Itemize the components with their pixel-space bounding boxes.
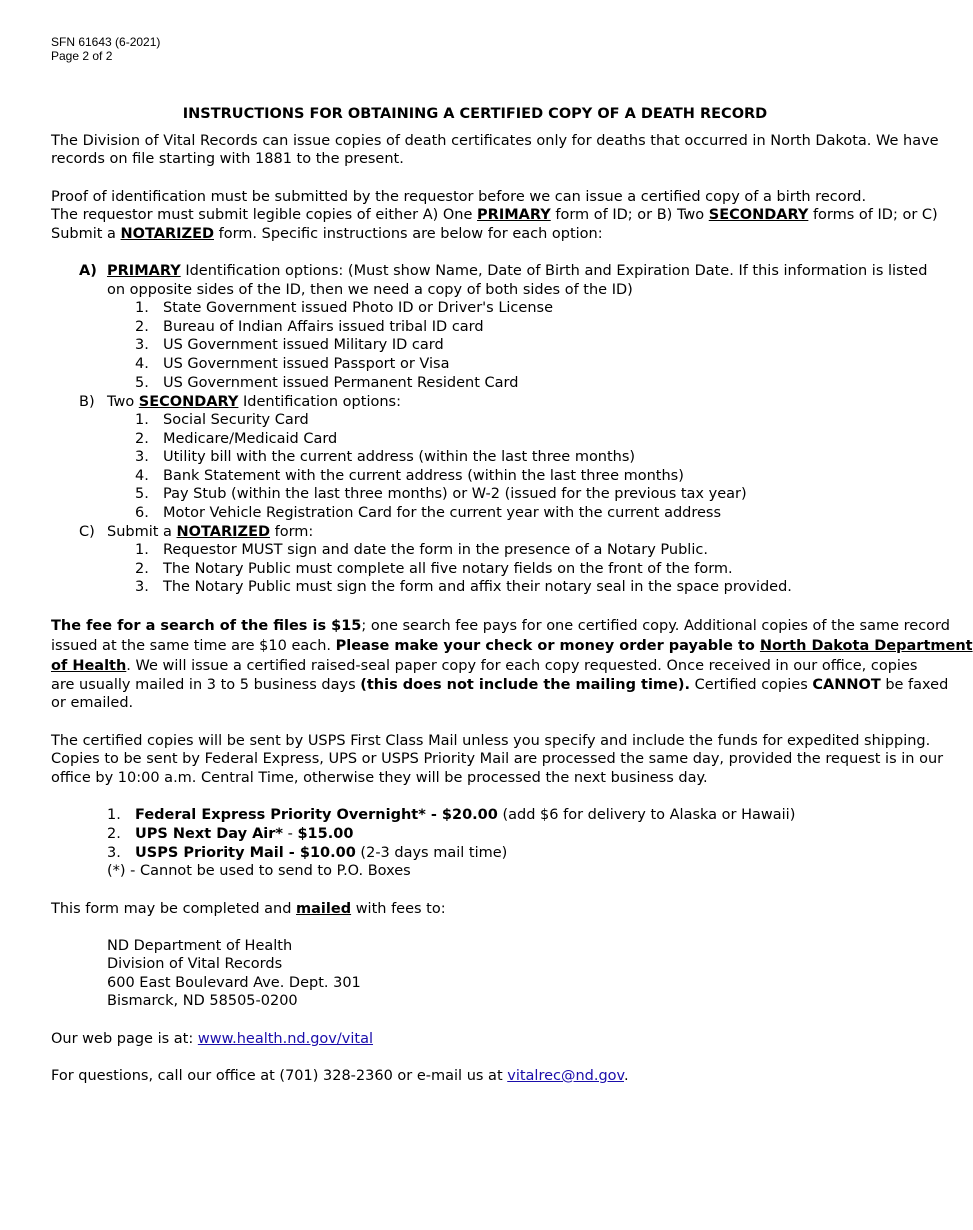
primary-id-item-number: 4. (135, 356, 149, 373)
secondary-id-item-text: Bank Statement with the current address (within the last three months) (163, 467, 684, 484)
web-page-link[interactable]: www.health.nd.gov/vital (197, 1031, 373, 1047)
secondary-id-item-number: 3. (135, 449, 149, 466)
web-page-line: Our web page is at: www.health.nd.gov/vital (51, 1031, 373, 1047)
document-page: SFN 61643 (6-2021) Page 2 of 2 INSTRUCTIONS FOR OBTAINING A CERTIFIED COPY OF A DEATH RECORD The Division of Vital Records can issue copies of death certificates only for deaths that occurred in North Dakota. We have records on file starting with 1881 to the present. Proof of identification must be submitted by the requestor before we can issue a certified copy of a birth record. The requestor must submit legible copies of either A) One PRIMARY form of ID; or B) Two SECONDARY forms of ID; or C) Submit a NOTARIZED form. Specific instructions are below for each option: A) PRIMARY Identification options: (Must show Name, Date of Birth and Expiration Date. If this information is listed on opposite sides of the ID, then we need a copy of both sides of the ID) 1. State Government issued Photo ID or Driver's License 2. Bureau of Indian Affairs issued tribal ID card 3. US Government issued Military ID card 4. US Government issued Passport or Visa 5. US Government issued Permanent Resident Card B) Two SECONDARY Identification options: 1. Social Security Card 2. Medicare/Medicaid Card 3. Utility bill with the current address (within the last three months) 4. Bank Statement with the current address (within the last three months) 5. Pay Stub (within the last three months) or W-2 (issued for the previous tax year) 6. Motor Vehicle Registration Card for the current year with the current address C) Submit a NOTARIZED form: 1. Requestor MUST sign and date the form in the presence of a Notary Public. 2. The Notary Public must complete all five notary fields on the front of the form. 3. The Notary Public must sign the form and affix their notary seal in the space provided. The fee for a search of the files is $15; one search fee pays for one certified copy. Additional copies of the same record issued at the same time are $10 each. Please make your check or money order payable to North Dakota Department of Health. We will issue a certified raised-seal paper copy for each copy requested. Once received in our office, copies are usually mailed in 3 to 5 business days (this does not include the mailing time). Certified copies CANNOT be faxed or emailed. The certified copies will be sent by USPS First Class Mail unless you specify and include the funds for expedited shipping. Copies to be sent by Federal Express, UPS or USPS Priority Mail are processed the same day, provided the request is in our office by 10:00 a.m. Central Time, otherwise they will be processed the next business day. 1. Federal Express Priority Overnight* - $20.00 (add $6 for delivery to Alaska or Hawaii) 2. UPS Next Day Air* - $15.00 3. USPS Priority Mail - $10.00 (2-3 days mail time) (*) - Cannot be used to send to P.O. Boxes This form may be completed and mailed with fees to: ND Department of Health Division of Vital Records 600 East Boulevard Ave. Dept. 301 Bismarck, ND 58505-0200 Our web page is at: www.health.nd.gov/vital For questions, call our office at (701) 328-2360 or e-mail us at vitalrec@nd.gov. (0, 0, 950, 1230)
email-link[interactable]: vitalrec@nd.gov (507, 1068, 625, 1084)
secondary-id-item-number: 6. (135, 505, 149, 521)
address-line: Bismarck, ND 58505-0200 (107, 993, 298, 1009)
intro-line-2: records on file starting with 1881 to the present. (51, 151, 404, 167)
secondary-id-item-text: Utility bill with the current address (within the last three months) (163, 449, 636, 466)
secondary-id-item-text: Pay Stub (within the last three months) or W-2 (issued for the previous tax year) (163, 486, 747, 503)
secondary-id-item-number: 1. (135, 412, 149, 428)
secondary-id-item-number: 5. (135, 486, 149, 503)
proof-line-1: Proof of identification must be submitted by the requestor before we can issue a certified copy of a birth record. (51, 189, 867, 205)
section-b-heading: Two SECONDARY Identification options: (107, 394, 401, 410)
mail-instruction: This form may be completed and mailed with fees to: (51, 901, 446, 917)
contact-line: For questions, call our office at (701) 328-2360 or e-mail us at vitalrec@nd.gov. (51, 1068, 629, 1084)
primary-id-item-text: US Government issued Military ID card (163, 337, 444, 354)
secondary-id-item-number: 4. (135, 467, 149, 484)
proof-line-3: Submit a NOTARIZED form. Specific instructions are below for each option: (51, 226, 603, 242)
section-b-letter: B) (79, 394, 95, 410)
page-indicator: Page 2 of 2 (51, 49, 113, 63)
shipping-line-1: The certified copies will be sent by USPS First Class Mail unless you specify and include the funds for expedited shipping. (51, 733, 931, 749)
primary-id-item-number: 5. (135, 374, 149, 391)
notarized-item-number: 1. (135, 542, 149, 558)
intro-line-1: The Division of Vital Records can issue copies of death certificates only for deaths that occurred in North Dakota. We have (51, 133, 939, 149)
page-title: INSTRUCTIONS FOR OBTAINING A CERTIFIED COPY OF A DEATH RECORD (182, 106, 768, 122)
primary-id-item-number: 3. (135, 337, 149, 354)
fee-line-1: The fee for a search of the files is $15; one search fee pays for one certified copy. Additional copies of the same record (51, 618, 950, 634)
address-line: ND Department of Health (107, 938, 293, 954)
primary-id-item-text: US Government issued Permanent Resident Card (163, 374, 519, 391)
fee-line-3: of Health. We will issue a certified raised-seal paper copy for each copy requested. Once received in our office, copies (51, 658, 918, 674)
section-a-heading: PRIMARY Identification options: (Must show Name, Date of Birth and Expiration Date. If this information is listed (107, 263, 928, 279)
primary-id-item-number: 1. (135, 300, 149, 316)
primary-id-item-text: US Government issued Passport or Visa (163, 356, 450, 373)
proof-line-2: The requestor must submit legible copies of either A) One PRIMARY form of ID; or B) Two SECONDARY forms of ID; or C) (51, 207, 938, 223)
fee-line-2: issued at the same time are $10 each. Please make your check or money order payable to North Dakota Department (51, 638, 973, 654)
secondary-id-item-text: Medicare/Medicaid Card (163, 430, 338, 447)
shipping-note: (*) - Cannot be used to send to P.O. Boxes (107, 863, 411, 879)
section-a-heading-line-2: on opposite sides of the ID, then we need a copy of both sides of the ID) (107, 282, 633, 298)
primary-id-item-number: 2. (135, 318, 149, 335)
secondary-id-item-text: Social Security Card (163, 412, 309, 428)
notarized-item-number: 3. (135, 579, 149, 596)
secondary-id-item-text: Motor Vehicle Registration Card for the current year with the current address (163, 505, 722, 521)
section-c-heading: Submit a NOTARIZED form: (107, 524, 314, 540)
fee-line-4: are usually mailed in 3 to 5 business days (this does not include the mailing time). Certified copies CANNOT be faxed (51, 677, 949, 693)
notarized-item-text: The Notary Public must sign the form and affix their notary seal in the space provided. (163, 579, 792, 596)
primary-id-item-text: Bureau of Indian Affairs issued tribal ID card (163, 318, 484, 335)
notarized-item-text: Requestor MUST sign and date the form in the presence of a Notary Public. (163, 542, 708, 558)
notarized-item-text: The Notary Public must complete all five notary fields on the front of the form. (163, 560, 733, 577)
notarized-item-number: 2. (135, 560, 149, 577)
fee-line-5: or emailed. (51, 695, 134, 711)
secondary-id-item-number: 2. (135, 430, 149, 447)
primary-id-item-text: State Government issued Photo ID or Driver's License (163, 300, 553, 316)
address-line: Division of Vital Records (107, 956, 283, 972)
address-line: 600 East Boulevard Ave. Dept. 301 (107, 975, 361, 991)
section-a-letter: A) (79, 263, 97, 279)
section-c-letter: C) (79, 524, 95, 540)
form-number: SFN 61643 (6-2021) (51, 35, 161, 49)
shipping-line-3: office by 10:00 a.m. Central Time, otherwise they will be processed the next business day. (51, 770, 708, 786)
shipping-line-2: Copies to be sent by Federal Express, UPS or USPS Priority Mail are processed the same day, provided the request is in our (51, 751, 944, 767)
